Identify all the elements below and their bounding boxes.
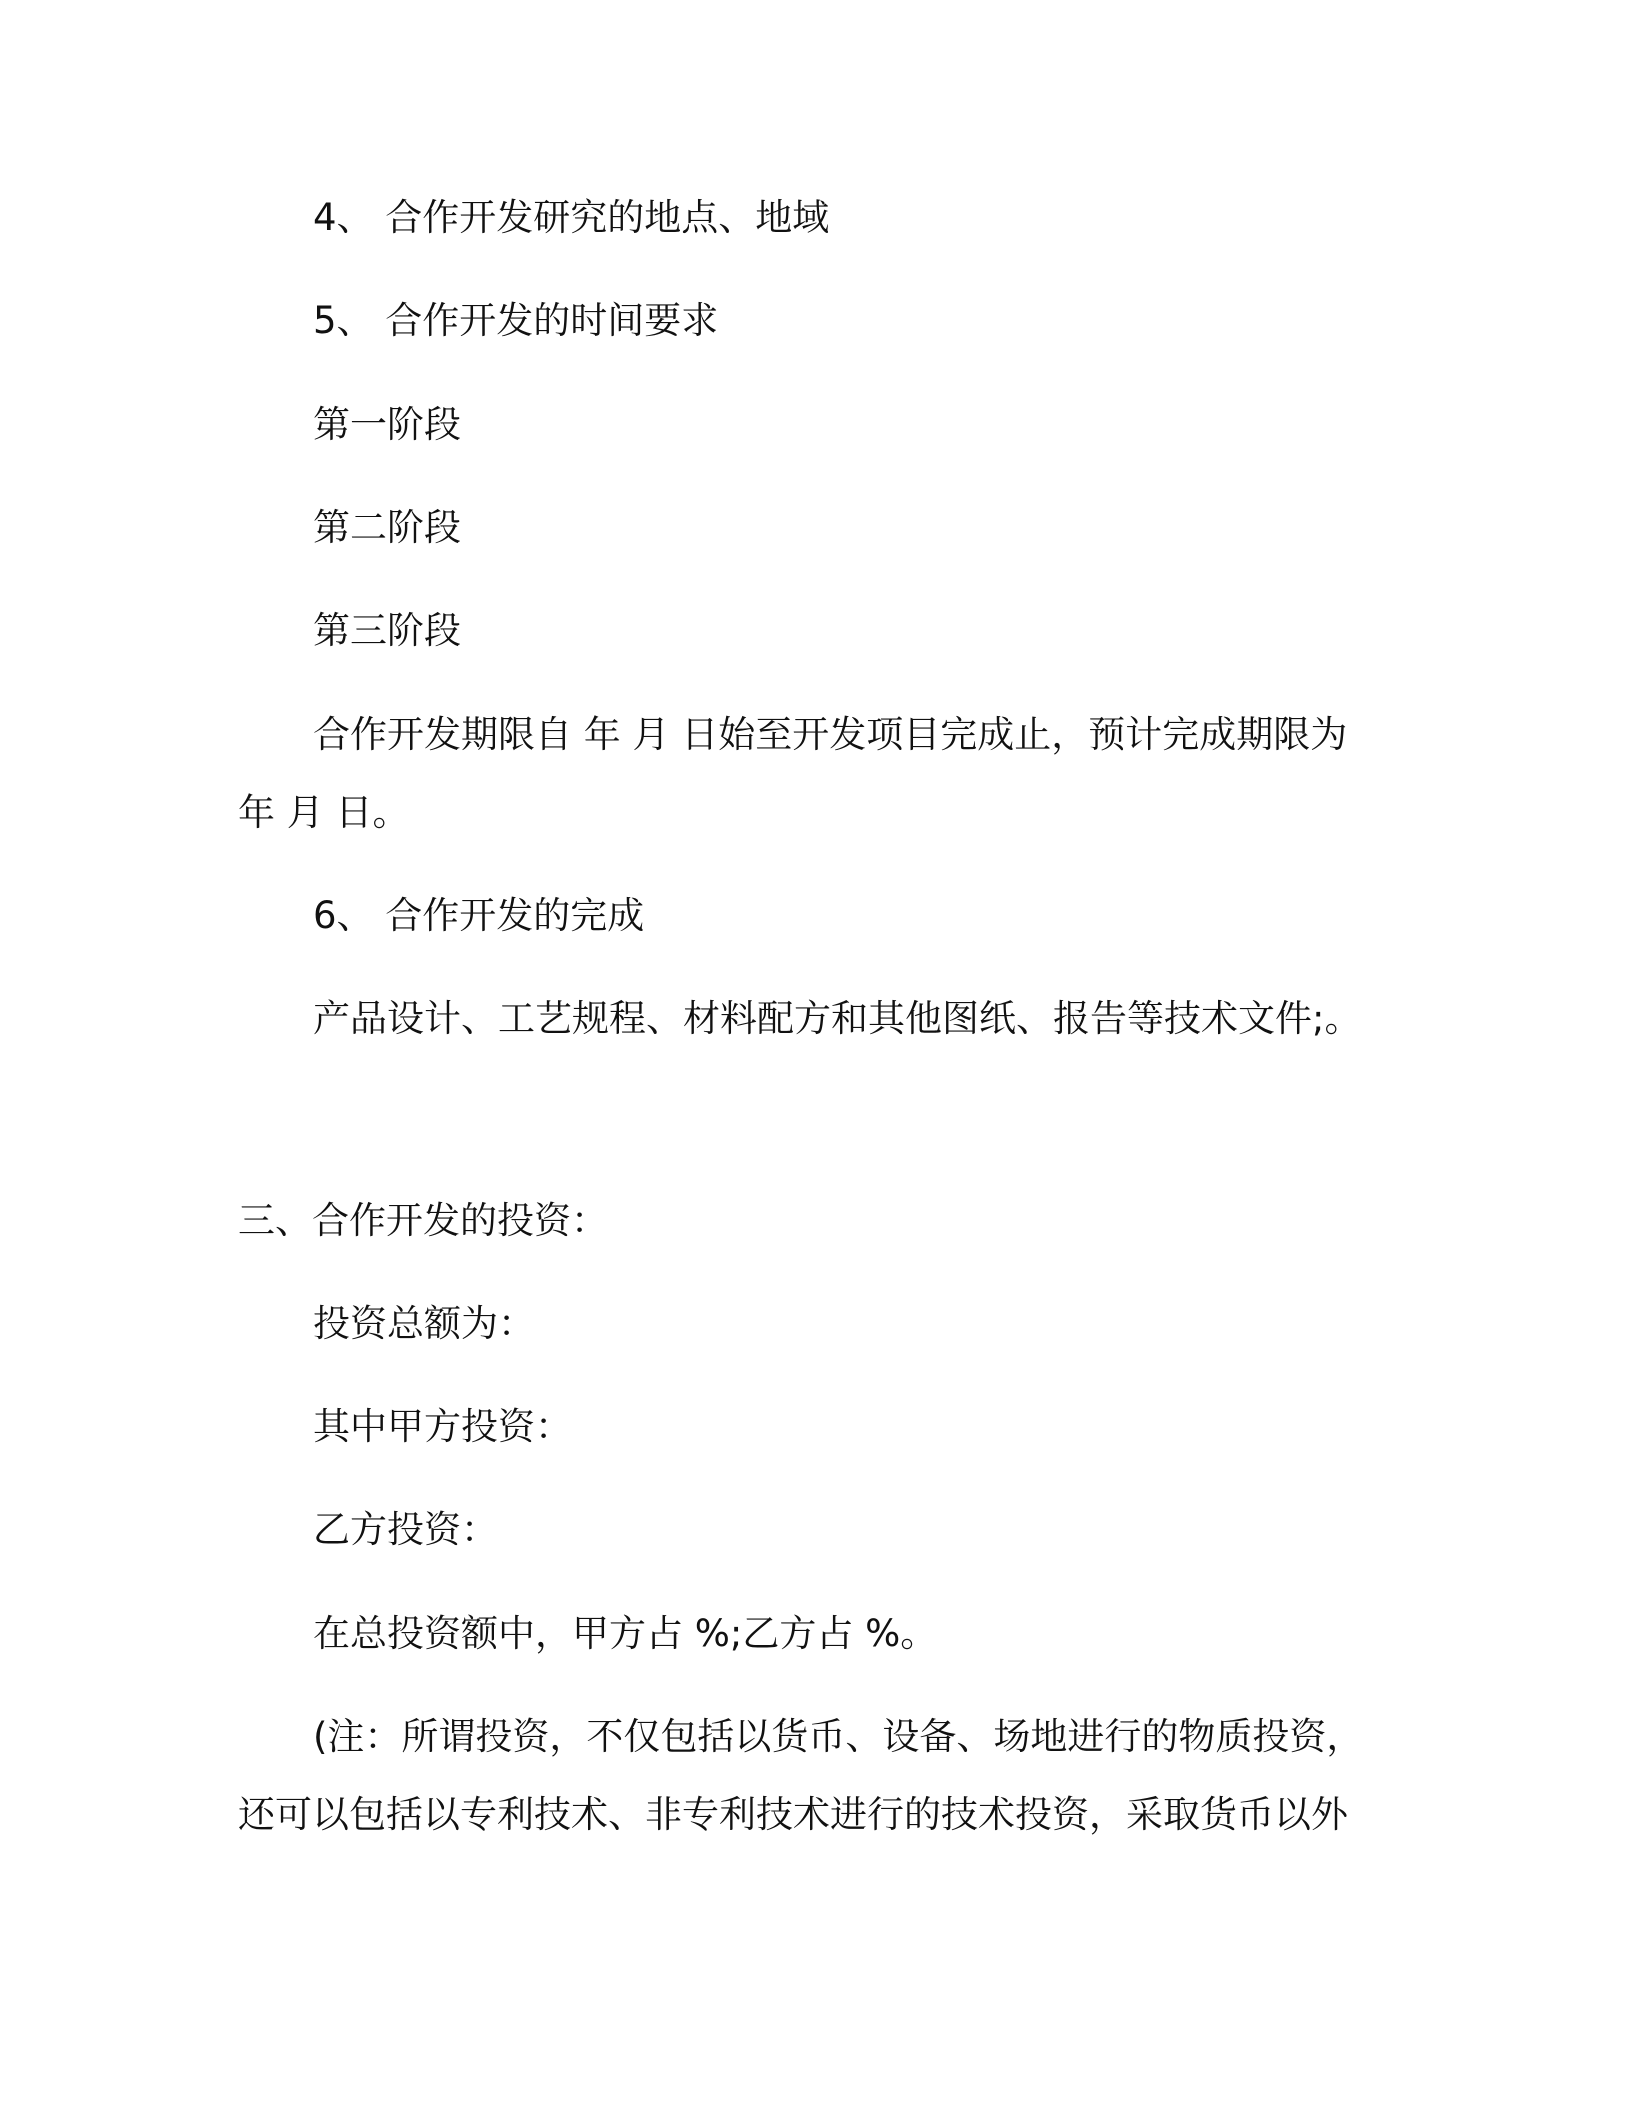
- section-3-heading: 三、合作开发的投资：: [238, 1199, 608, 1242]
- investment-ratio: 在总投资额中，甲方占 %;乙方占 %。: [313, 1612, 938, 1655]
- party-b-investment: 乙方投资：: [313, 1508, 498, 1551]
- investment-note-line-2: 还可以包括以专利技术、非专利技术进行的技术投资，采取货币以外: [238, 1793, 1348, 1836]
- party-a-investment: 其中甲方投资：: [313, 1405, 572, 1448]
- deliverables-text: 产品设计、工艺规程、材料配方和其他图纸、报告等技术文件;。: [313, 997, 1362, 1040]
- development-period-line-1: 合作开发期限自 年 月 日始至开发项目完成止，预计完成期限为: [313, 713, 1348, 756]
- investment-note-line-1: (注：所谓投资，不仅包括以货币、设备、场地进行的物质投资，: [313, 1715, 1364, 1758]
- stage-one: 第一阶段: [313, 403, 461, 446]
- section-6-heading: 6、 合作开发的完成: [313, 894, 645, 937]
- section-5-heading: 5、 合作开发的时间要求: [313, 299, 719, 342]
- stage-three: 第三阶段: [313, 609, 461, 652]
- development-period-line-2: 年 月 日。: [238, 791, 410, 834]
- stage-two: 第二阶段: [313, 506, 461, 549]
- total-investment: 投资总额为：: [313, 1302, 535, 1345]
- section-4-heading: 4、 合作开发研究的地点、地域: [313, 196, 830, 239]
